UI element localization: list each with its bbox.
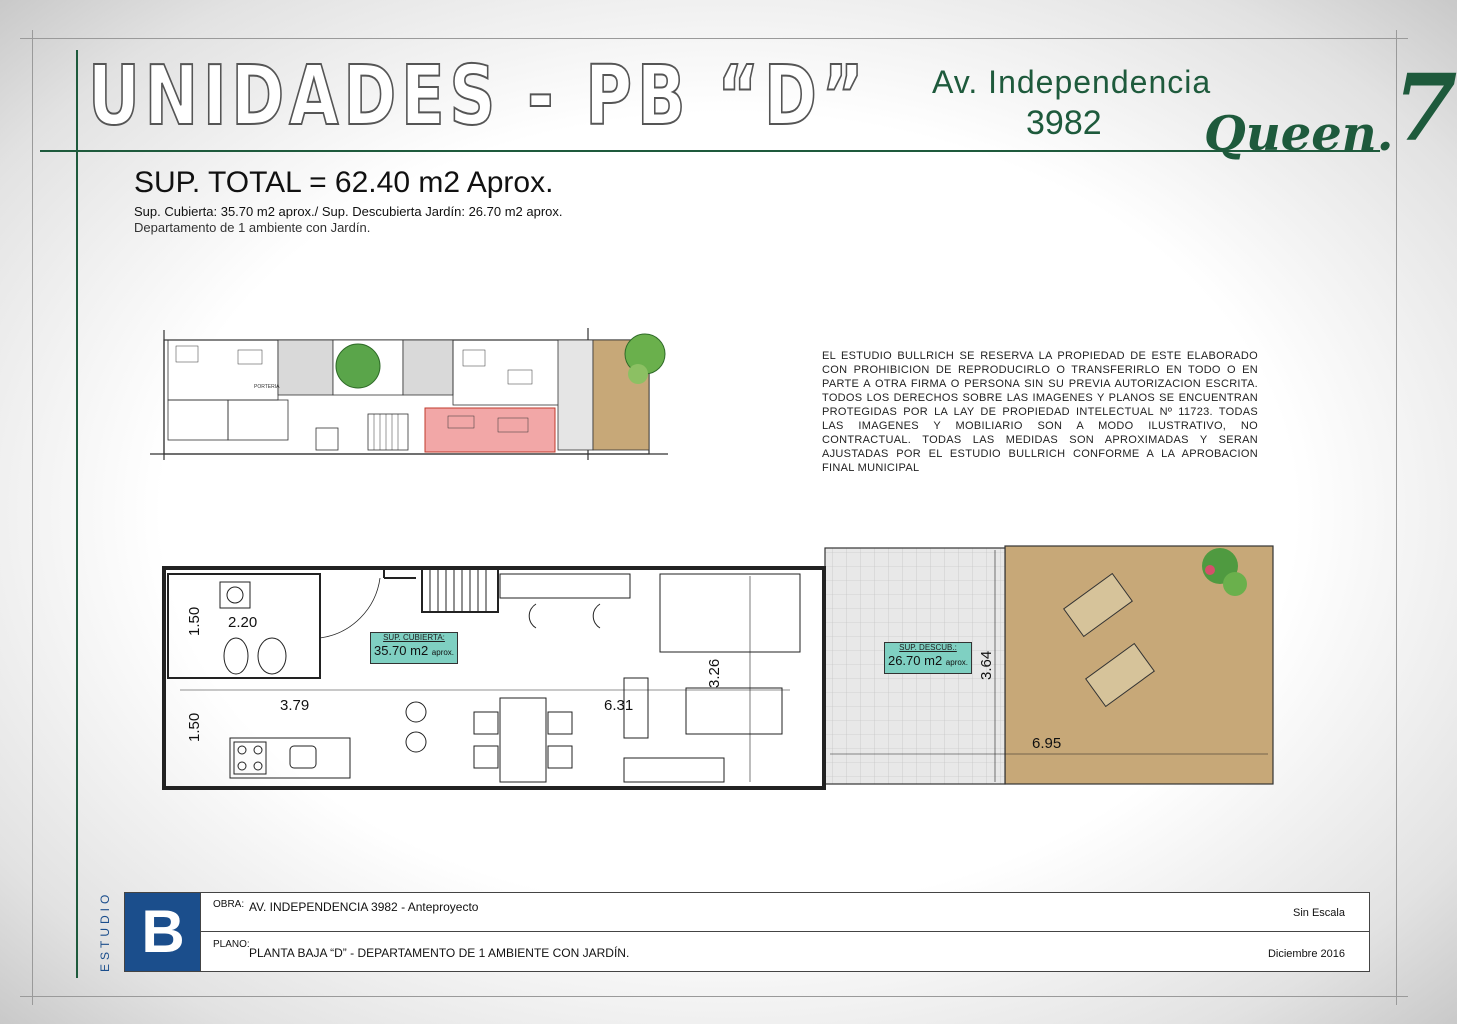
total-area: SUP. TOTAL = 62.40 m2 Aprox. bbox=[134, 166, 554, 199]
header-horizontal-rule bbox=[40, 150, 1380, 152]
plano-key: PLANO: bbox=[213, 939, 250, 950]
covered-area-unit: aprox. bbox=[431, 648, 455, 657]
covered-area-value: 35.70 m2 bbox=[373, 643, 429, 658]
studio-word: ESTUDIO bbox=[98, 890, 112, 972]
dim-unit-depth: 3.26 bbox=[706, 658, 723, 688]
dim-kitchen-length: 3.79 bbox=[280, 697, 310, 714]
covered-area-label: SUP. CUBIERTA: bbox=[383, 633, 445, 642]
plano-value: PLANTA BAJA “D” - DEPARTAMENTO DE 1 AMBIENTE CON JARDÍN. bbox=[249, 946, 630, 960]
covered-area-tag bbox=[370, 632, 458, 664]
studio-logo: B bbox=[124, 892, 202, 972]
dim-garden-depth: 3.64 bbox=[978, 650, 995, 680]
title-block bbox=[200, 892, 1370, 972]
dim-garden-length: 6.95 bbox=[1032, 735, 1062, 752]
uncovered-area-value: 26.70 m2 bbox=[887, 653, 943, 668]
address-street: Av. Independencia bbox=[932, 64, 1212, 100]
frame-right-line bbox=[1396, 30, 1397, 1005]
uncovered-area-label: SUP. DESCUB.: bbox=[899, 643, 957, 652]
key-plan-porteria-label: PORTERIA bbox=[254, 384, 280, 390]
header-vertical-rule bbox=[76, 50, 78, 978]
legal-notice: EL ESTUDIO BULLRICH SE RESERVA LA PROPIEDAD DE ESTE ELABORADO CON PROHIBICION DE REPRODUCIRLO O TRANSFERIRLO EN TODO O EN PARTE A OTRA FIRMA O PERSONA SIN SU PREVIA AUTORIZACION ESCRITA. TODOS LOS DERECHOS SOBRE LAS IMAGENES Y PLANOS SE ENCUENTRAN PROTEGIDAS POR LA LAY DE PROPIEDAD INTELECTUAL Nº 11723. TODAS LAS IMAGENES Y MOBILIARIO SON A MODO ILUSTRATIVO, NO CONTRACTUAL. TODAS LAS MEDIDAS SON APROXIMADAS Y SERAN AJUSTADAS POR EL ESTUDIO BULLRICH CONFORME A LA APROBACION FINAL MUNICIPAL bbox=[822, 350, 1258, 474]
logo-number: 7 bbox=[1393, 54, 1457, 162]
dim-kitchen-height: 1.50 bbox=[186, 712, 203, 742]
dim-bath-height: 1.50 bbox=[186, 606, 203, 636]
scale-note: Sin Escala bbox=[1293, 907, 1345, 919]
key-plan bbox=[148, 326, 678, 466]
logo-text: Queen. bbox=[1204, 106, 1394, 162]
dim-unit-length: 6.31 bbox=[604, 697, 634, 714]
address-number: 3982 bbox=[1026, 104, 1102, 142]
dim-bath-width: 2.20 bbox=[228, 614, 258, 631]
uncovered-area-unit: aprox. bbox=[945, 658, 969, 667]
frame-top-line bbox=[20, 38, 1408, 39]
queen-logo bbox=[1204, 54, 1457, 172]
unit-description: Departamento de 1 ambiente con Jardín. bbox=[134, 220, 371, 235]
uncovered-area-tag bbox=[884, 642, 972, 674]
page-title: UNIDADES - PB “D” bbox=[88, 49, 869, 144]
title-block-divider bbox=[201, 931, 1369, 932]
date-note: Diciembre 2016 bbox=[1267, 948, 1345, 960]
frame-left-line bbox=[32, 30, 33, 1005]
obra-key: OBRA: bbox=[213, 899, 245, 910]
area-breakdown: Sup. Cubierta: 35.70 m2 aprox./ Sup. Descubierta Jardín: 26.70 m2 aprox. bbox=[134, 204, 563, 219]
frame-bottom-line bbox=[20, 996, 1408, 997]
obra-value: AV. INDEPENDENCIA 3982 - Anteproyecto bbox=[249, 900, 479, 914]
